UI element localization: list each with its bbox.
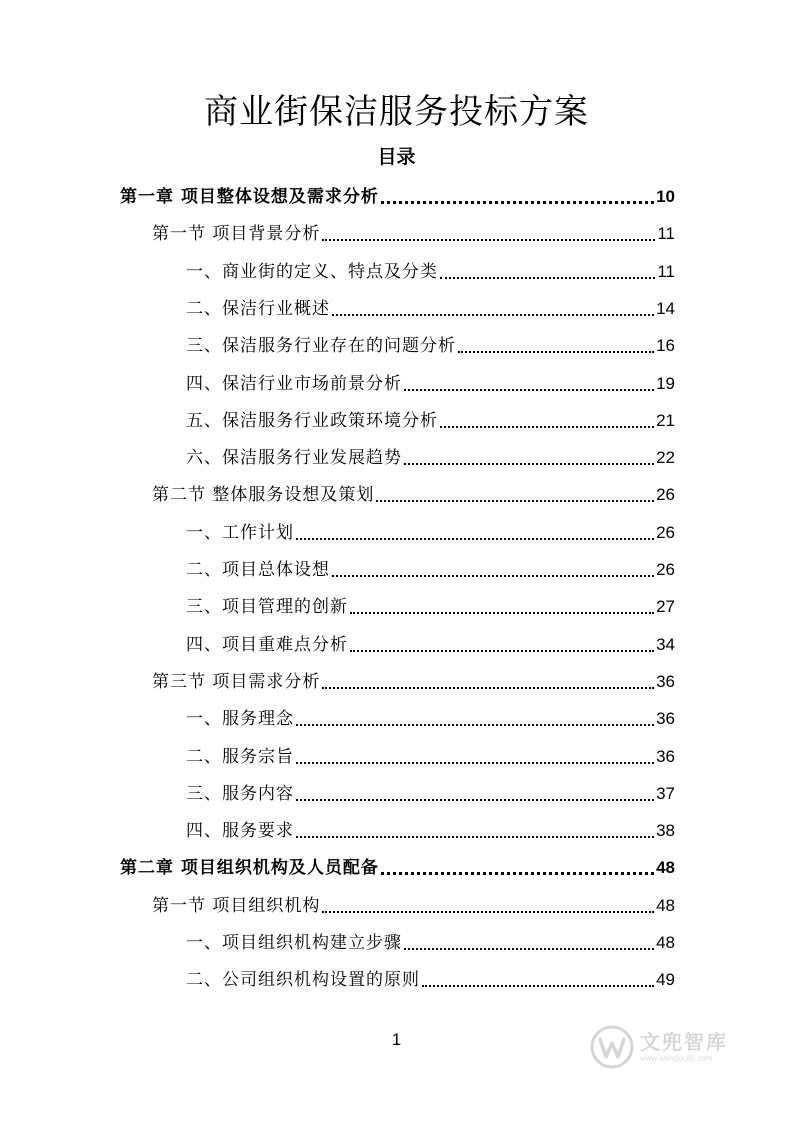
toc-entry[interactable] (186, 331, 675, 361)
toc-entry-label: 第一章 项目整体设想及需求分析 (120, 187, 379, 207)
toc-entry-page: 26 (656, 523, 675, 542)
toc-entry-page: 21 (656, 411, 675, 430)
toc-leader-dots (350, 612, 654, 614)
toc-entry[interactable] (186, 928, 675, 958)
toc-entry-label: 五、保洁服务行业政策环境分析 (186, 411, 438, 431)
page-number: 1 (391, 1030, 402, 1049)
toc-leader-dots (332, 575, 654, 577)
toc-entry[interactable] (186, 779, 675, 809)
toc-entry-page: 34 (656, 635, 675, 654)
toc-leader-dots (296, 762, 654, 764)
toc-entry[interactable] (186, 518, 675, 548)
toc-entry[interactable] (186, 443, 675, 473)
toc-entry-page: 38 (656, 821, 675, 840)
toc-entry[interactable] (186, 965, 675, 995)
toc-entry[interactable] (152, 219, 675, 249)
toc-leader-dots (404, 463, 654, 465)
toc-entry-page: 10 (656, 187, 675, 206)
toc-leader-dots (381, 201, 654, 204)
toc-entry-page: 36 (656, 747, 675, 766)
toc-leader-dots (404, 389, 654, 391)
toc-entry-page: 36 (656, 672, 675, 691)
toc-leader-dots (296, 538, 654, 540)
toc-entry[interactable] (186, 406, 675, 436)
watermark-url: www.wendoulib.com (640, 1054, 713, 1063)
toc-leader-dots (350, 650, 654, 652)
toc-entry-page: 37 (656, 784, 675, 803)
toc-entry-label: 六、保洁服务行业发展趋势 (186, 448, 402, 468)
toc-entry-label: 二、保洁行业概述 (186, 299, 330, 319)
toc-leader-dots (322, 911, 654, 913)
toc-entry-label: 第二节 整体服务设想及策划 (152, 485, 375, 505)
toc-entry-page: 11 (657, 262, 675, 281)
toc-leader-dots (296, 836, 654, 838)
toc-entry-label: 四、服务要求 (186, 821, 294, 841)
toc-entry[interactable] (186, 742, 675, 772)
toc-entry-label: 三、保洁服务行业存在的问题分析 (186, 336, 456, 356)
toc-entry[interactable] (186, 816, 675, 846)
toc-entry[interactable] (186, 369, 675, 399)
toc-entry[interactable] (186, 257, 675, 287)
toc-leader-dots (404, 948, 654, 950)
toc-entry-page: 16 (656, 336, 675, 355)
toc-entry-label: 第三节 项目需求分析 (152, 672, 321, 692)
toc-leader-dots (332, 314, 654, 316)
toc-entry-label: 一、商业街的定义、特点及分类 (186, 262, 438, 282)
toc-entry-page: 48 (656, 896, 675, 915)
toc-leader-dots (322, 687, 654, 689)
w-logo-icon (590, 1025, 634, 1069)
toc-leader-dots (422, 985, 654, 987)
toc-leader-dots (458, 351, 654, 353)
toc-entry-label: 二、公司组织机构设置的原则 (186, 970, 420, 990)
toc-entry-label: 四、保洁行业市场前景分析 (186, 374, 402, 394)
toc-entry-label: 三、服务内容 (186, 784, 294, 804)
toc-entry-label: 一、项目组织机构建立步骤 (186, 933, 402, 953)
toc-entry-label: 四、项目重难点分析 (186, 635, 348, 655)
toc-entry[interactable] (120, 853, 675, 883)
toc-entry-page: 36 (656, 709, 675, 728)
toc-entry[interactable] (186, 704, 675, 734)
toc-entry[interactable] (152, 480, 675, 510)
toc-entry-label: 第二章 项目组织机构及人员配备 (120, 858, 379, 878)
toc-entry[interactable] (186, 555, 675, 585)
toc-entry-label: 二、服务宗旨 (186, 747, 294, 767)
toc-entry-label: 第一节 项目背景分析 (152, 224, 321, 244)
watermark-name: 文兜智库 (640, 1030, 728, 1054)
toc-entry[interactable] (186, 294, 675, 324)
toc-heading: 目录 (377, 146, 416, 168)
toc-entry-page: 22 (656, 448, 675, 467)
toc-entry-page: 11 (657, 224, 675, 243)
watermark (590, 1022, 770, 1072)
toc-entry-page: 48 (656, 858, 675, 877)
toc-entry[interactable] (120, 182, 675, 212)
toc-entry-page: 27 (656, 597, 675, 616)
toc-entry[interactable] (152, 891, 675, 921)
toc-entry-label: 一、工作计划 (186, 523, 294, 543)
toc-entry-page: 19 (656, 374, 675, 393)
document-title: 商业街保洁服务投标方案 (204, 92, 589, 132)
toc-leader-dots (440, 277, 655, 279)
toc-entry-label: 三、项目管理的创新 (186, 597, 348, 617)
toc-leader-dots (440, 426, 654, 428)
toc-entry-page: 14 (656, 299, 675, 318)
toc-entry-label: 一、服务理念 (186, 709, 294, 729)
toc-entry[interactable] (186, 630, 675, 660)
toc-leader-dots (376, 500, 654, 502)
toc-entry-page: 26 (656, 560, 675, 579)
toc-entry[interactable] (186, 592, 675, 622)
toc-leader-dots (296, 724, 654, 726)
toc-entry[interactable] (152, 667, 675, 697)
toc-entry-page: 49 (656, 970, 675, 989)
toc-leader-dots (381, 872, 654, 875)
toc-entry-label: 二、项目总体设想 (186, 560, 330, 580)
toc-entry-page: 26 (656, 485, 675, 504)
toc-entry-page: 48 (656, 933, 675, 952)
toc-leader-dots (322, 239, 655, 241)
toc-leader-dots (296, 799, 654, 801)
toc-entry-label: 第一节 项目组织机构 (152, 896, 321, 916)
